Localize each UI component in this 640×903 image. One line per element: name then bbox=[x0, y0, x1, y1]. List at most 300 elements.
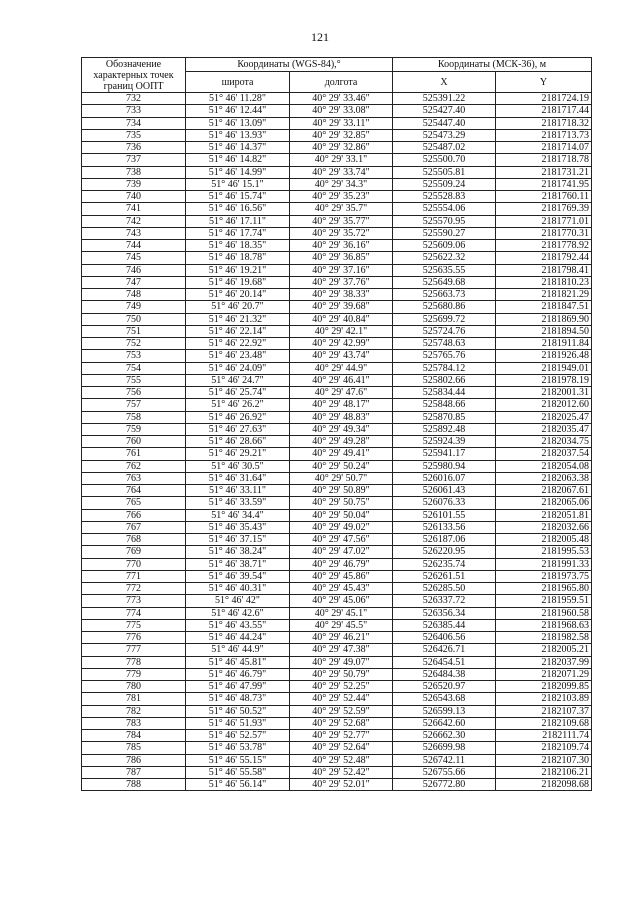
table-row bbox=[82, 411, 592, 423]
x-value: 525892.48 bbox=[393, 423, 496, 435]
point-number: 758 bbox=[82, 411, 186, 423]
y-value: 2181778.92 bbox=[496, 240, 592, 252]
longitude-value: 40° 29' 45.86" bbox=[290, 570, 393, 582]
y-value: 2182063.38 bbox=[496, 472, 592, 484]
x-header: X bbox=[393, 72, 496, 93]
latitude-value: 51° 46' 19.21" bbox=[186, 264, 290, 276]
point-label-line: характерных точек bbox=[93, 69, 174, 81]
x-value: 525941.17 bbox=[393, 448, 496, 460]
latitude-value: 51° 46' 14.82" bbox=[186, 154, 290, 166]
y-value: 2182001.31 bbox=[496, 387, 592, 399]
longitude-value: 40° 29' 40.84" bbox=[290, 313, 393, 325]
point-number: 774 bbox=[82, 607, 186, 619]
point-number: 742 bbox=[82, 215, 186, 227]
latitude-value: 51° 46' 40.31" bbox=[186, 583, 290, 595]
table-row bbox=[82, 472, 592, 484]
point-number: 735 bbox=[82, 129, 186, 141]
longitude-value: 40° 29' 46.41" bbox=[290, 374, 393, 386]
x-value: 525528.83 bbox=[393, 191, 496, 203]
longitude-value: 40° 29' 50.24" bbox=[290, 460, 393, 472]
latitude-value: 51° 46' 17.74" bbox=[186, 227, 290, 239]
point-number: 762 bbox=[82, 460, 186, 472]
table-row bbox=[82, 730, 592, 742]
longitude-value: 40° 29' 43.74" bbox=[290, 350, 393, 362]
table-row bbox=[82, 583, 592, 595]
table-row bbox=[82, 350, 592, 362]
longitude-value: 40° 29' 52.64" bbox=[290, 742, 393, 754]
longitude-value: 40° 29' 46.21" bbox=[290, 632, 393, 644]
point-label-line: Обозначение bbox=[105, 58, 162, 70]
table-row bbox=[82, 619, 592, 631]
latitude-value: 51° 46' 47.99" bbox=[186, 681, 290, 693]
latitude-value: 51° 46' 15.1" bbox=[186, 178, 290, 190]
latitude-value: 51° 46' 24.7" bbox=[186, 374, 290, 386]
x-value: 526076.33 bbox=[393, 497, 496, 509]
y-value: 2182037.99 bbox=[496, 656, 592, 668]
x-value: 525622.32 bbox=[393, 252, 496, 264]
longitude-value: 40° 29' 49.07" bbox=[290, 656, 393, 668]
table-row bbox=[82, 362, 592, 374]
table-row bbox=[82, 252, 592, 264]
point-number: 747 bbox=[82, 276, 186, 288]
latitude-value: 51° 46' 46.79" bbox=[186, 668, 290, 680]
point-number: 763 bbox=[82, 472, 186, 484]
longitude-value: 40° 29' 50.7" bbox=[290, 472, 393, 484]
longitude-value: 40° 29' 38.33" bbox=[290, 289, 393, 301]
point-number: 777 bbox=[82, 644, 186, 656]
x-value: 525391.22 bbox=[393, 93, 496, 105]
latitude-value: 51° 46' 13.93" bbox=[186, 129, 290, 141]
x-value: 526699.98 bbox=[393, 742, 496, 754]
y-value: 2182005.48 bbox=[496, 534, 592, 546]
x-value: 525473.29 bbox=[393, 129, 496, 141]
x-value: 525784.12 bbox=[393, 362, 496, 374]
longitude-value: 40° 29' 37.16" bbox=[290, 264, 393, 276]
table-row bbox=[82, 509, 592, 521]
table-row bbox=[82, 448, 592, 460]
latitude-header: широта bbox=[186, 72, 290, 93]
point-number: 738 bbox=[82, 166, 186, 178]
longitude-value: 40° 29' 48.83" bbox=[290, 411, 393, 423]
latitude-value: 51° 46' 56.14" bbox=[186, 779, 290, 791]
latitude-value: 51° 46' 14.99" bbox=[186, 166, 290, 178]
x-value: 526261.51 bbox=[393, 570, 496, 582]
table-row bbox=[82, 240, 592, 252]
table-row bbox=[82, 203, 592, 215]
latitude-value: 51° 46' 30.5" bbox=[186, 460, 290, 472]
point-number: 749 bbox=[82, 301, 186, 313]
point-number: 775 bbox=[82, 619, 186, 631]
x-value: 526543.68 bbox=[393, 693, 496, 705]
longitude-value: 40° 29' 52.01" bbox=[290, 779, 393, 791]
latitude-value: 51° 46' 28.66" bbox=[186, 436, 290, 448]
latitude-value: 51° 46' 15.74" bbox=[186, 191, 290, 203]
x-value: 526406.56 bbox=[393, 632, 496, 644]
x-value: 526337.72 bbox=[393, 595, 496, 607]
longitude-value: 40° 29' 45.06" bbox=[290, 595, 393, 607]
x-value: 526220.95 bbox=[393, 546, 496, 558]
table-row bbox=[82, 607, 592, 619]
longitude-value: 40° 29' 32.86" bbox=[290, 142, 393, 154]
table-row bbox=[82, 742, 592, 754]
table-row bbox=[82, 497, 592, 509]
y-value: 2182067.61 bbox=[496, 485, 592, 497]
y-value: 2181714.07 bbox=[496, 142, 592, 154]
point-number: 772 bbox=[82, 583, 186, 595]
longitude-value: 40° 29' 35.72" bbox=[290, 227, 393, 239]
x-value: 525680.86 bbox=[393, 301, 496, 313]
header-row-1 bbox=[82, 58, 592, 72]
latitude-value: 51° 46' 53.78" bbox=[186, 742, 290, 754]
latitude-value: 51° 46' 44.9" bbox=[186, 644, 290, 656]
x-value: 525509.24 bbox=[393, 178, 496, 190]
longitude-value: 40° 29' 35.7" bbox=[290, 203, 393, 215]
x-value: 526742.11 bbox=[393, 754, 496, 766]
point-number: 784 bbox=[82, 730, 186, 742]
point-number: 767 bbox=[82, 521, 186, 533]
point-number: 754 bbox=[82, 362, 186, 374]
latitude-value: 51° 46' 13.09" bbox=[186, 117, 290, 129]
table-row bbox=[82, 632, 592, 644]
table-row bbox=[82, 644, 592, 656]
latitude-value: 51° 46' 21.32" bbox=[186, 313, 290, 325]
y-value: 2181995.53 bbox=[496, 546, 592, 558]
latitude-value: 51° 46' 26.92" bbox=[186, 411, 290, 423]
y-value: 2181810.23 bbox=[496, 276, 592, 288]
table-row bbox=[82, 313, 592, 325]
longitude-value: 40° 29' 48.17" bbox=[290, 399, 393, 411]
latitude-value: 51° 46' 17.11" bbox=[186, 215, 290, 227]
y-value: 2182054.08 bbox=[496, 460, 592, 472]
point-number: 765 bbox=[82, 497, 186, 509]
point-number: 778 bbox=[82, 656, 186, 668]
longitude-value: 40° 29' 33.08" bbox=[290, 105, 393, 117]
table-row bbox=[82, 558, 592, 570]
y-value: 2182037.54 bbox=[496, 448, 592, 460]
point-number: 768 bbox=[82, 534, 186, 546]
x-value: 525870.85 bbox=[393, 411, 496, 423]
y-value: 2181771.01 bbox=[496, 215, 592, 227]
point-number: 776 bbox=[82, 632, 186, 644]
y-value: 2181718.32 bbox=[496, 117, 592, 129]
x-value: 525802.66 bbox=[393, 374, 496, 386]
point-number: 787 bbox=[82, 766, 186, 778]
longitude-value: 40° 29' 32.85" bbox=[290, 129, 393, 141]
longitude-value: 40° 29' 47.38" bbox=[290, 644, 393, 656]
longitude-value: 40° 29' 39.68" bbox=[290, 301, 393, 313]
table-row bbox=[82, 325, 592, 337]
longitude-value: 40° 29' 47.02" bbox=[290, 546, 393, 558]
table-row bbox=[82, 546, 592, 558]
longitude-value: 40° 29' 52.25" bbox=[290, 681, 393, 693]
x-value: 525487.02 bbox=[393, 142, 496, 154]
table-row bbox=[82, 117, 592, 129]
table-row bbox=[82, 705, 592, 717]
point-number: 782 bbox=[82, 705, 186, 717]
latitude-value: 51° 46' 23.48" bbox=[186, 350, 290, 362]
latitude-value: 51° 46' 44.24" bbox=[186, 632, 290, 644]
point-number: 756 bbox=[82, 387, 186, 399]
y-value: 2181821.29 bbox=[496, 289, 592, 301]
x-value: 526061.43 bbox=[393, 485, 496, 497]
longitude-value: 40° 29' 47.6" bbox=[290, 387, 393, 399]
longitude-value: 40° 29' 35.23" bbox=[290, 191, 393, 203]
y-value: 2181741.95 bbox=[496, 178, 592, 190]
table-row bbox=[82, 681, 592, 693]
x-value: 526755.66 bbox=[393, 766, 496, 778]
longitude-value: 40° 29' 52.77" bbox=[290, 730, 393, 742]
y-value: 2181894.50 bbox=[496, 325, 592, 337]
point-number: 752 bbox=[82, 338, 186, 350]
longitude-value: 40° 29' 50.79" bbox=[290, 668, 393, 680]
latitude-value: 51° 46' 26.2" bbox=[186, 399, 290, 411]
y-value: 2181949.01 bbox=[496, 362, 592, 374]
x-value: 525570.95 bbox=[393, 215, 496, 227]
x-value: 526484.38 bbox=[393, 668, 496, 680]
x-value: 525427.40 bbox=[393, 105, 496, 117]
latitude-value: 51° 46' 12.44" bbox=[186, 105, 290, 117]
table-row bbox=[82, 485, 592, 497]
x-value: 526385.44 bbox=[393, 619, 496, 631]
y-value: 2181959.51 bbox=[496, 595, 592, 607]
point-number: 750 bbox=[82, 313, 186, 325]
table-row bbox=[82, 387, 592, 399]
point-number: 770 bbox=[82, 558, 186, 570]
point-number: 761 bbox=[82, 448, 186, 460]
y-header: Y bbox=[496, 72, 592, 93]
y-value: 2181978.19 bbox=[496, 374, 592, 386]
longitude-value: 40° 29' 52.48" bbox=[290, 754, 393, 766]
x-value: 525447.40 bbox=[393, 117, 496, 129]
point-number: 737 bbox=[82, 154, 186, 166]
x-value: 525505.81 bbox=[393, 166, 496, 178]
y-value: 2182109.74 bbox=[496, 742, 592, 754]
x-value: 525980.94 bbox=[393, 460, 496, 472]
longitude-value: 40° 29' 36.85" bbox=[290, 252, 393, 264]
x-value: 525748.63 bbox=[393, 338, 496, 350]
table-row bbox=[82, 264, 592, 276]
page-number: 121 bbox=[311, 30, 329, 44]
y-value: 2181869.90 bbox=[496, 313, 592, 325]
table-row bbox=[82, 766, 592, 778]
y-value: 2182034.75 bbox=[496, 436, 592, 448]
y-value: 2182071.29 bbox=[496, 668, 592, 680]
point-number: 780 bbox=[82, 681, 186, 693]
table-row bbox=[82, 570, 592, 582]
y-value: 2182107.30 bbox=[496, 754, 592, 766]
point-number: 786 bbox=[82, 754, 186, 766]
table-row bbox=[82, 656, 592, 668]
x-value: 526187.06 bbox=[393, 534, 496, 546]
y-value: 2182099.85 bbox=[496, 681, 592, 693]
latitude-value: 51° 46' 22.14" bbox=[186, 325, 290, 337]
y-value: 2182051.81 bbox=[496, 509, 592, 521]
point-number: 757 bbox=[82, 399, 186, 411]
point-number: 766 bbox=[82, 509, 186, 521]
y-value: 2181770.31 bbox=[496, 227, 592, 239]
table-row bbox=[82, 436, 592, 448]
latitude-value: 51° 46' 31.64" bbox=[186, 472, 290, 484]
y-value: 2182098.68 bbox=[496, 779, 592, 791]
longitude-value: 40° 29' 49.41" bbox=[290, 448, 393, 460]
x-value: 525848.66 bbox=[393, 399, 496, 411]
point-number: 769 bbox=[82, 546, 186, 558]
latitude-value: 51° 46' 22.92" bbox=[186, 338, 290, 350]
point-number: 739 bbox=[82, 178, 186, 190]
latitude-value: 51° 46' 35.43" bbox=[186, 521, 290, 533]
point-label-header bbox=[82, 58, 186, 93]
point-label-line: границ ООПТ bbox=[103, 80, 164, 92]
y-value: 2182065.06 bbox=[496, 497, 592, 509]
point-number: 741 bbox=[82, 203, 186, 215]
x-value: 525699.72 bbox=[393, 313, 496, 325]
table-row bbox=[82, 521, 592, 533]
longitude-value: 40° 29' 42.99" bbox=[290, 338, 393, 350]
table-row bbox=[82, 754, 592, 766]
latitude-value: 51° 46' 18.78" bbox=[186, 252, 290, 264]
latitude-value: 51° 46' 20.14" bbox=[186, 289, 290, 301]
point-number: 745 bbox=[82, 252, 186, 264]
longitude-value: 40° 29' 35.77" bbox=[290, 215, 393, 227]
table-row bbox=[82, 693, 592, 705]
latitude-value: 51° 46' 55.58" bbox=[186, 766, 290, 778]
point-number: 785 bbox=[82, 742, 186, 754]
table-row bbox=[82, 93, 592, 105]
latitude-value: 51° 46' 33.59" bbox=[186, 497, 290, 509]
y-value: 2181717.44 bbox=[496, 105, 592, 117]
latitude-value: 51° 46' 29.21" bbox=[186, 448, 290, 460]
y-value: 2181991.33 bbox=[496, 558, 592, 570]
latitude-value: 51° 46' 33.11" bbox=[186, 485, 290, 497]
table-row bbox=[82, 105, 592, 117]
y-value: 2182111.74 bbox=[496, 730, 592, 742]
longitude-value: 40° 29' 50.04" bbox=[290, 509, 393, 521]
latitude-value: 51° 46' 50.52" bbox=[186, 705, 290, 717]
x-value: 525834.44 bbox=[393, 387, 496, 399]
table-row bbox=[82, 191, 592, 203]
table-row bbox=[82, 423, 592, 435]
x-value: 525663.73 bbox=[393, 289, 496, 301]
latitude-value: 51° 46' 19.68" bbox=[186, 276, 290, 288]
x-value: 526662.30 bbox=[393, 730, 496, 742]
table-row bbox=[82, 178, 592, 190]
x-value: 526016.07 bbox=[393, 472, 496, 484]
point-number: 733 bbox=[82, 105, 186, 117]
y-value: 2182106.21 bbox=[496, 766, 592, 778]
longitude-value: 40° 29' 42.1" bbox=[290, 325, 393, 337]
table-body bbox=[82, 93, 592, 791]
y-value: 2182103.89 bbox=[496, 693, 592, 705]
latitude-value: 51° 46' 52.57" bbox=[186, 730, 290, 742]
y-value: 2181968.63 bbox=[496, 619, 592, 631]
x-value: 526520.97 bbox=[393, 681, 496, 693]
y-value: 2181792.44 bbox=[496, 252, 592, 264]
y-value: 2181713.73 bbox=[496, 129, 592, 141]
x-value: 525500.70 bbox=[393, 154, 496, 166]
point-number: 788 bbox=[82, 779, 186, 791]
x-value: 526285.50 bbox=[393, 583, 496, 595]
table-row bbox=[82, 166, 592, 178]
longitude-value: 40° 29' 33.74" bbox=[290, 166, 393, 178]
longitude-value: 40° 29' 34.3" bbox=[290, 178, 393, 190]
y-value: 2182012.60 bbox=[496, 399, 592, 411]
x-value: 525924.39 bbox=[393, 436, 496, 448]
latitude-value: 51° 46' 48.73" bbox=[186, 693, 290, 705]
point-number: 764 bbox=[82, 485, 186, 497]
point-number: 781 bbox=[82, 693, 186, 705]
longitude-value: 40° 29' 46.79" bbox=[290, 558, 393, 570]
latitude-value: 51° 46' 24.09" bbox=[186, 362, 290, 374]
x-value: 525649.68 bbox=[393, 276, 496, 288]
coordinates-table bbox=[81, 57, 592, 791]
point-number: 751 bbox=[82, 325, 186, 337]
latitude-value: 51° 46' 37.15" bbox=[186, 534, 290, 546]
x-value: 525635.55 bbox=[393, 264, 496, 276]
table-row bbox=[82, 717, 592, 729]
table-row bbox=[82, 154, 592, 166]
y-value: 2181926.48 bbox=[496, 350, 592, 362]
y-value: 2181769.39 bbox=[496, 203, 592, 215]
longitude-value: 40° 29' 52.59" bbox=[290, 705, 393, 717]
longitude-value: 40° 29' 47.56" bbox=[290, 534, 393, 546]
msk-group-header: Координаты (МСК-36), м bbox=[393, 58, 592, 72]
x-value: 526426.71 bbox=[393, 644, 496, 656]
latitude-value: 51° 46' 42.6" bbox=[186, 607, 290, 619]
y-value: 2181718.78 bbox=[496, 154, 592, 166]
point-number: 755 bbox=[82, 374, 186, 386]
table-row bbox=[82, 668, 592, 680]
longitude-value: 40° 29' 49.02" bbox=[290, 521, 393, 533]
y-value: 2182035.47 bbox=[496, 423, 592, 435]
latitude-value: 51° 46' 43.55" bbox=[186, 619, 290, 631]
x-value: 525724.76 bbox=[393, 325, 496, 337]
longitude-value: 40° 29' 33.11" bbox=[290, 117, 393, 129]
y-value: 2181798.41 bbox=[496, 264, 592, 276]
latitude-value: 51° 46' 42" bbox=[186, 595, 290, 607]
x-value: 526772.80 bbox=[393, 779, 496, 791]
longitude-value: 40° 29' 44.9" bbox=[290, 362, 393, 374]
x-value: 526599.13 bbox=[393, 705, 496, 717]
point-number: 779 bbox=[82, 668, 186, 680]
longitude-value: 40° 29' 52.44" bbox=[290, 693, 393, 705]
table-row bbox=[82, 534, 592, 546]
x-value: 526356.34 bbox=[393, 607, 496, 619]
table-header bbox=[82, 58, 592, 93]
longitude-value: 40° 29' 52.42" bbox=[290, 766, 393, 778]
table-row bbox=[82, 595, 592, 607]
latitude-value: 51° 46' 11.28" bbox=[186, 93, 290, 105]
point-number: 744 bbox=[82, 240, 186, 252]
point-number: 732 bbox=[82, 93, 186, 105]
x-value: 526642.60 bbox=[393, 717, 496, 729]
latitude-value: 51° 46' 38.24" bbox=[186, 546, 290, 558]
x-value: 525765.76 bbox=[393, 350, 496, 362]
latitude-value: 51° 46' 34.4" bbox=[186, 509, 290, 521]
latitude-value: 51° 46' 39.54" bbox=[186, 570, 290, 582]
longitude-header: долгота bbox=[290, 72, 393, 93]
point-number: 759 bbox=[82, 423, 186, 435]
table-row bbox=[82, 460, 592, 472]
y-value: 2181731.21 bbox=[496, 166, 592, 178]
y-value: 2181724.19 bbox=[496, 93, 592, 105]
y-value: 2181911.84 bbox=[496, 338, 592, 350]
point-number: 760 bbox=[82, 436, 186, 448]
y-value: 2182109.68 bbox=[496, 717, 592, 729]
table-row bbox=[82, 276, 592, 288]
y-value: 2181973.75 bbox=[496, 570, 592, 582]
point-number: 743 bbox=[82, 227, 186, 239]
y-value: 2182005.21 bbox=[496, 644, 592, 656]
